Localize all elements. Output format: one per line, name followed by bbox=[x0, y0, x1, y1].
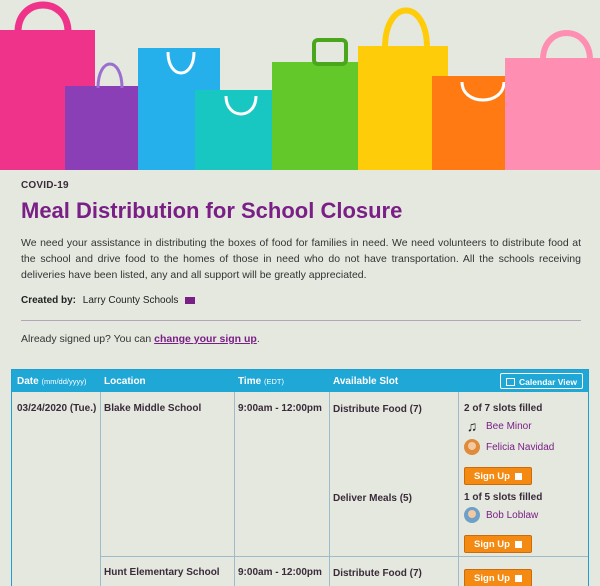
slots-filled: 2 of 7 slots filled bbox=[464, 403, 543, 414]
row-time: 9:00am - 12:00pm bbox=[238, 403, 322, 414]
slot-name: Deliver Meals (5) bbox=[333, 493, 412, 504]
header-date bbox=[17, 376, 86, 387]
banner-image bbox=[0, 0, 600, 170]
sign-up-button[interactable] bbox=[464, 569, 532, 586]
signup-header bbox=[21, 180, 581, 345]
sign-up-label: Sign Up bbox=[474, 470, 510, 482]
checkbox-icon bbox=[515, 473, 522, 480]
volunteer bbox=[464, 418, 532, 434]
row-divider bbox=[100, 556, 588, 557]
header-date-format: (mm/dd/yyyy) bbox=[41, 377, 87, 386]
already-text: Already signed up? You can bbox=[21, 333, 152, 345]
divider bbox=[21, 320, 581, 321]
row-location: Blake Middle School bbox=[104, 403, 202, 414]
table-header bbox=[12, 370, 588, 392]
sign-up-label: Sign Up bbox=[474, 572, 510, 584]
volunteer-name: Felicia Navidad bbox=[486, 441, 555, 453]
calendar-view-button[interactable] bbox=[500, 373, 583, 389]
category-label: COVID-19 bbox=[21, 180, 69, 191]
avatar bbox=[464, 439, 480, 455]
music-note-icon: ♫ bbox=[466, 418, 478, 434]
volunteer-name: Bee Minor bbox=[486, 420, 532, 432]
sign-up-label: Sign Up bbox=[474, 538, 510, 550]
description: We need your assistance in distributing the boxes of food for families in need. We need volunteers to distribute food at the school and drive food to the homes of those in need who do not have transportation. All the schools receiving deliveries have been listed, any and all support will be greatly appreciated. bbox=[21, 237, 581, 281]
organizer-name: Larry County Schools bbox=[82, 295, 179, 306]
calendar-icon bbox=[506, 378, 515, 386]
slots-table bbox=[11, 369, 589, 586]
created-by bbox=[21, 295, 581, 306]
header-slot: Available Slot bbox=[333, 376, 399, 387]
slot-name: Distribute Food (7) bbox=[333, 568, 422, 579]
mail-icon[interactable] bbox=[185, 297, 195, 304]
sign-up-button[interactable] bbox=[464, 535, 532, 553]
checkbox-icon bbox=[515, 541, 522, 548]
created-by-label: Created by: bbox=[21, 295, 77, 306]
header-time bbox=[238, 376, 284, 387]
page-title: Meal Distribution for School Closure bbox=[21, 198, 403, 223]
header-time-label: Time bbox=[238, 376, 262, 387]
header-location: Location bbox=[104, 376, 146, 387]
volunteer-name: Bob Loblaw bbox=[486, 509, 539, 521]
header-date-label: Date bbox=[17, 376, 39, 387]
calendar-view-label: Calendar View bbox=[519, 377, 577, 387]
avatar bbox=[464, 507, 480, 523]
already-signed-up bbox=[21, 333, 581, 345]
row-location: Hunt Elementary School bbox=[104, 567, 220, 578]
slot-name: Distribute Food (7) bbox=[333, 404, 422, 415]
checkbox-icon bbox=[515, 575, 522, 582]
slots-filled: 1 of 5 slots filled bbox=[464, 492, 543, 503]
sign-up-button[interactable] bbox=[464, 467, 532, 485]
row-time: 9:00am - 12:00pm bbox=[238, 567, 322, 578]
volunteer bbox=[464, 439, 554, 455]
volunteer bbox=[464, 507, 538, 523]
change-signup-link[interactable]: change your sign up bbox=[154, 333, 257, 345]
already-end: . bbox=[256, 333, 260, 345]
row-date: 03/24/2020 (Tue.) bbox=[17, 403, 97, 414]
header-time-format: (EDT) bbox=[263, 377, 284, 386]
